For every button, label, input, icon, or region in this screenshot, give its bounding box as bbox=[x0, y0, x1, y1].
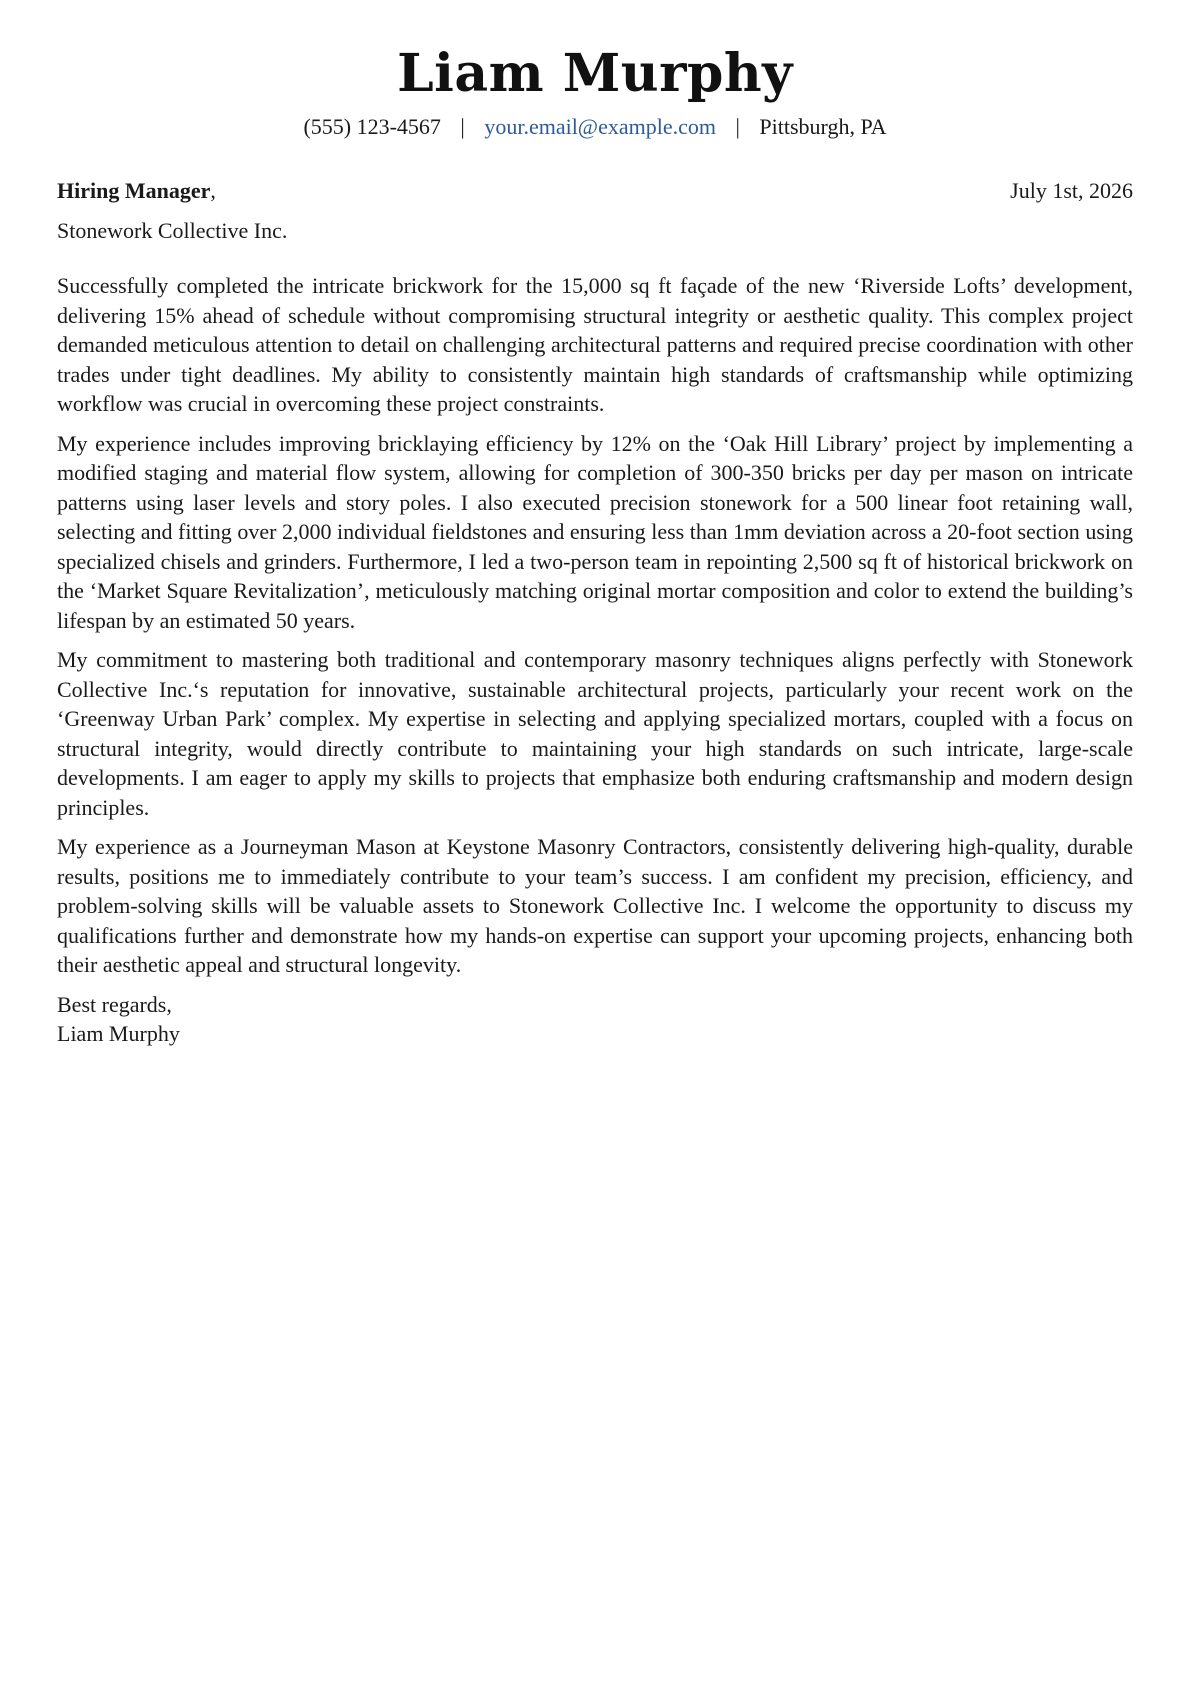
recipient-date-row bbox=[57, 178, 1133, 204]
sender-name: Liam Murphy bbox=[397, 43, 793, 104]
recipient-company: Stonework Collective Inc. bbox=[57, 218, 288, 244]
body-paragraph: Successfully completed the intricate brickwork for the 15,000 sq ft façade of the new ‘Riverside Lofts’ development, delivering 15% ahead of schedule without compromising structural integrity or aesthetic quality. This complex project demanded meticulous attention to detail on challenging architectural patterns and required precise coordination with other trades under tight deadlines. My ability to consistently maintain high standards of craftsmanship while optimizing workflow was crucial in overcoming these project constraints. bbox=[57, 273, 1133, 417]
body-paragraph: My experience as a Journeyman Mason at Keystone Masonry Contractors, consistently delivering high-quality, durable results, positions me to immediately contribute to your team’s success. I am confident my precision, efficiency, and problem-solving skills will be valuable assets to Stonework Collective Inc. I welcome the opportunity to discuss my qualifications further and demonstrate how my hands-on expertise can support your upcoming projects, enhancing both their aesthetic appeal and structural longevity. bbox=[57, 834, 1133, 978]
letter-closing bbox=[57, 990, 1133, 1049]
recipient-title-suffix: , bbox=[210, 178, 216, 204]
recipient-title-text: Hiring Manager bbox=[57, 178, 211, 204]
email-link[interactable]: your.email@example.com bbox=[484, 114, 716, 139]
closing-salutation: Best regards, bbox=[57, 991, 172, 1017]
contact-separator: | bbox=[735, 114, 740, 139]
body-paragraph: My experience includes improving bricklaying efficiency by 12% on the ‘Oak Hill Library’ project by implementing a modified staging and material flow system, allowing for completion of 300-350 bricks per day per mason on intricate patterns using laser levels and story poles. I also executed precision stonework for a 500 linear foot retaining wall, selecting and fitting over 2,000 individual fieldstones and ensuring less than 1mm deviation across a 20-foot section using specialized chisels and grinders. Furthermore, I led a two-person team in repointing 2,500 sq ft of historical brickwork on the ‘Market Square Revitalization’, meticulously matching original mortar composition and color to extend the building’s lifespan by an estimated 50 years. bbox=[57, 430, 1133, 633]
body-paragraph: My commitment to mastering both traditional and contemporary masonry techniques aligns perfectly with Stonework Collective Inc.‘s reputation for innovative, sustainable architectural projects, particularly your recent work on the ‘Greenway Urban Park’ complex. My expertise in selecting and applying specialized mortars, coupled with a focus on structural integrity, would directly contribute to maintaining your high standards on such intricate, large-scale developments. I am eager to apply my skills to projects that emphasize both enduring craftsmanship and modern design principles. bbox=[57, 647, 1133, 820]
letter-date: July 1st, 2026 bbox=[1010, 178, 1133, 204]
location: Pittsburgh, PA bbox=[759, 114, 887, 139]
phone-number: (555) 123-4567 bbox=[303, 114, 441, 139]
recipient-title bbox=[57, 178, 216, 204]
contact-separator: | bbox=[460, 114, 465, 139]
contact-line bbox=[57, 114, 1133, 140]
closing-signature: Liam Murphy bbox=[57, 1021, 180, 1047]
letter-body bbox=[57, 271, 1133, 980]
